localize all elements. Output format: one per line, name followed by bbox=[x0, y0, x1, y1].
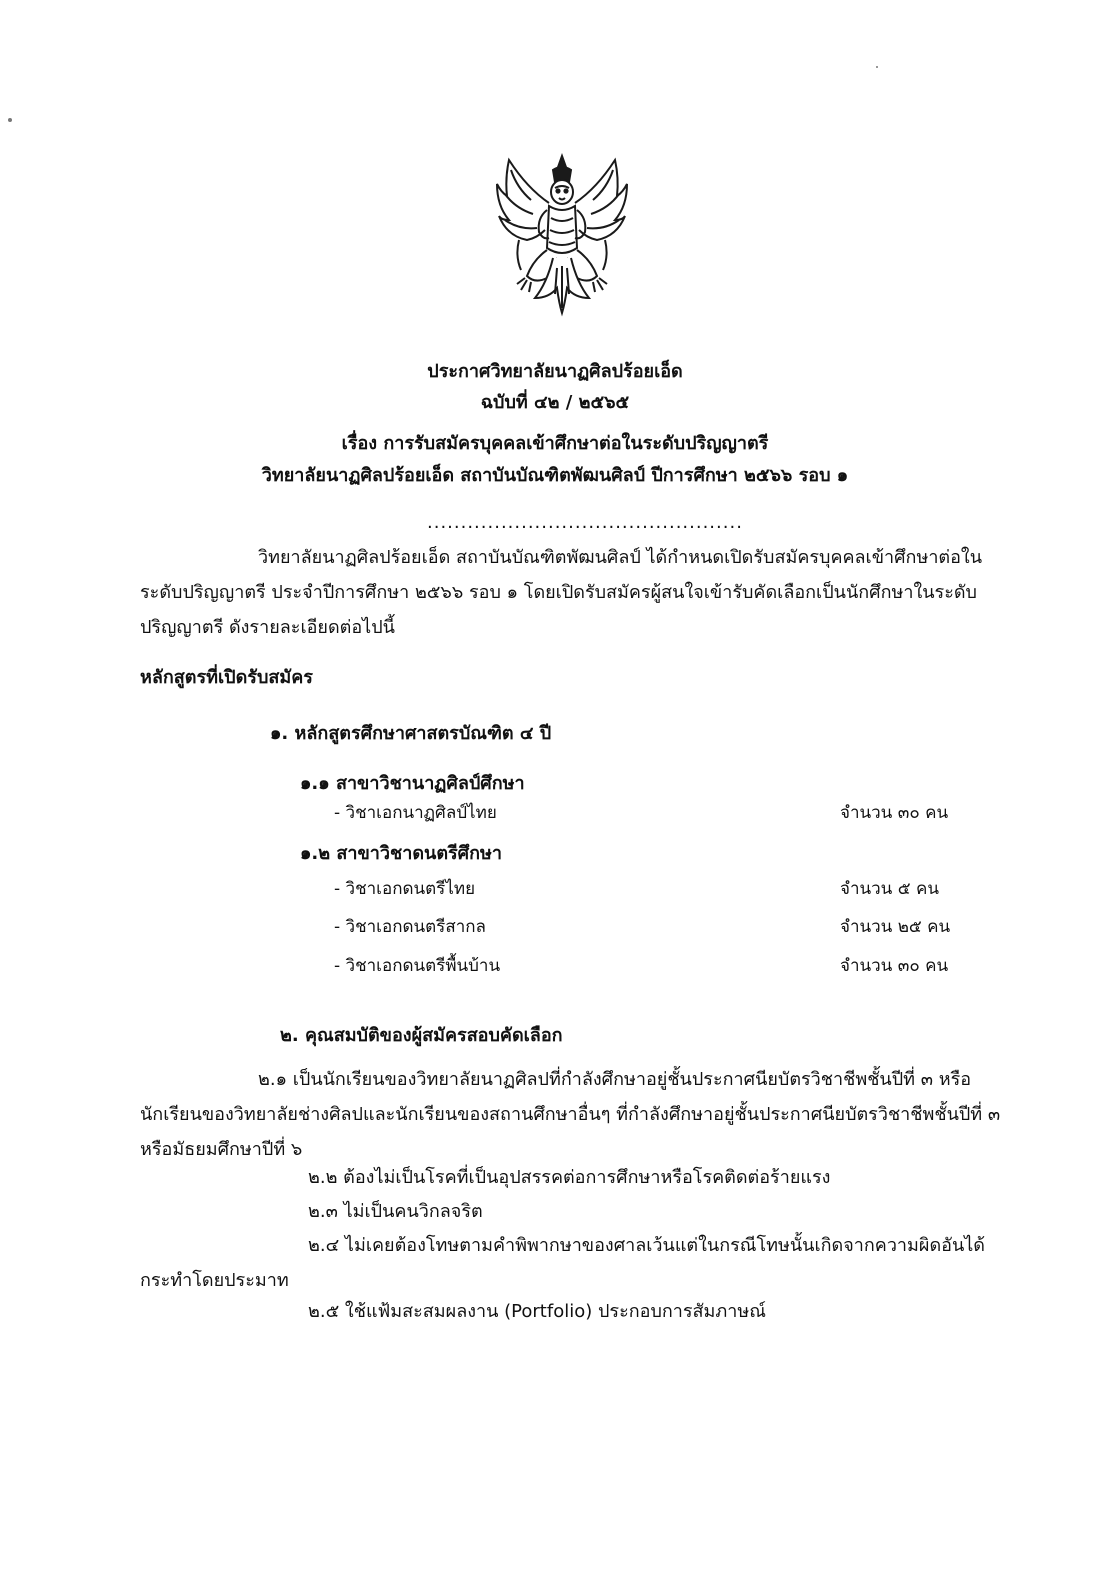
announcement-issue-number: ฉบับที่ ๔๒ / ๒๕๖๕ bbox=[480, 392, 630, 413]
major-quota: จำนวน ๓๐ คน bbox=[840, 956, 949, 976]
major-name: - วิชาเอกนาฏศิลป์ไทย bbox=[334, 803, 497, 823]
announcement-subject-line-1: เรื่อง การรับสมัครบุคคลเข้าศึกษาต่อในระดับปริญญาตรี bbox=[341, 433, 769, 454]
branch-1-2-title: ๑.๒ สาขาวิชาดนตรีศึกษา bbox=[300, 843, 502, 864]
qualification-item: ๒.๑ เป็นนักเรียนของวิทยาลัยนาฏศิลปที่กำลังศึกษาอยู่ชั้นประกาศนียบัตรวิชาชีพชั้นปีที่ ๓ หรือนักเรียนของวิทยาลัยช่างศิลปและนักเรียนของสถานศึกษาอื่นๆ ที่กำลังศึกษาอยู่ชั้นประกาศนียบัตรวิชาชีพชั้นปีที่ ๓ หรือมัธยมศึกษาปีที่ ๖ bbox=[140, 1069, 1001, 1160]
major-quota: จำนวน ๒๕ คน bbox=[840, 917, 951, 937]
garuda-emblem-icon bbox=[487, 148, 637, 323]
major-quota: จำนวน ๓๐ คน bbox=[840, 803, 949, 823]
header-separator: ............................................... bbox=[427, 512, 743, 533]
major-quota: จำนวน ๕ คน bbox=[840, 879, 939, 899]
scan-speck bbox=[8, 118, 12, 122]
qualification-item: ๒.๓ ไม่เป็นคนวิกลจริต bbox=[308, 1201, 483, 1222]
intro-paragraph: วิทยาลัยนาฏศิลปร้อยเอ็ด สถาบันบัณฑิตพัฒนศิลป์ ได้กำหนดเปิดรับสมัครบุคคลเข้าศึกษาต่อในระดับปริญญาตรี ประจำปีการศึกษา ๒๕๖๖ รอบ ๑ โดยเปิดรับสมัครผู้สนใจเข้ารับคัดเลือกเป็นนักศึกษาในระดับปริญญาตรี ดังรายละเอียดต่อไปนี้ bbox=[140, 547, 983, 638]
qualification-item: ๒.๒ ต้องไม่เป็นโรคที่เป็นอุปสรรคต่อการศึกษาหรือโรคติดต่อร้ายแรง bbox=[308, 1167, 831, 1188]
qualifications-heading: ๒. คุณสมบัติของผู้สมัครสอบคัดเลือก bbox=[280, 1025, 563, 1046]
announcement-title: ประกาศวิทยาลัยนาฏศิลปร้อยเอ็ด bbox=[427, 361, 683, 382]
major-name: - วิชาเอกดนตรีพื้นบ้าน bbox=[334, 956, 501, 976]
branch-1-1-title: ๑.๑ สาขาวิชานาฏศิลป์ศึกษา bbox=[300, 773, 525, 794]
programs-heading: หลักสูตรที่เปิดรับสมัคร bbox=[140, 667, 313, 688]
scan-speck bbox=[876, 66, 878, 68]
qualification-item: ๒.๔ ไม่เคยต้องโทษตามคำพิพากษาของศาลเว้นแต่ในกรณีโทษนั้นเกิดจากความผิดอันได้กระทำโดยประมาท bbox=[140, 1235, 985, 1291]
major-name: - วิชาเอกดนตรีไทย bbox=[334, 879, 476, 899]
major-name: - วิชาเอกดนตรีสากล bbox=[334, 917, 486, 937]
qualification-item: ๒.๕ ใช้แฟ้มสะสมผลงาน (Portfolio) ประกอบการสัมภาษณ์ bbox=[308, 1301, 766, 1322]
program-1-title: ๑. หลักสูตรศึกษาศาสตรบัณฑิต ๔ ปี bbox=[270, 723, 552, 744]
announcement-subject-line-2: วิทยาลัยนาฏศิลปร้อยเอ็ด สถาบันบัณฑิตพัฒนศิลป์ ปีการศึกษา ๒๕๖๖ รอบ ๑ bbox=[261, 465, 849, 486]
